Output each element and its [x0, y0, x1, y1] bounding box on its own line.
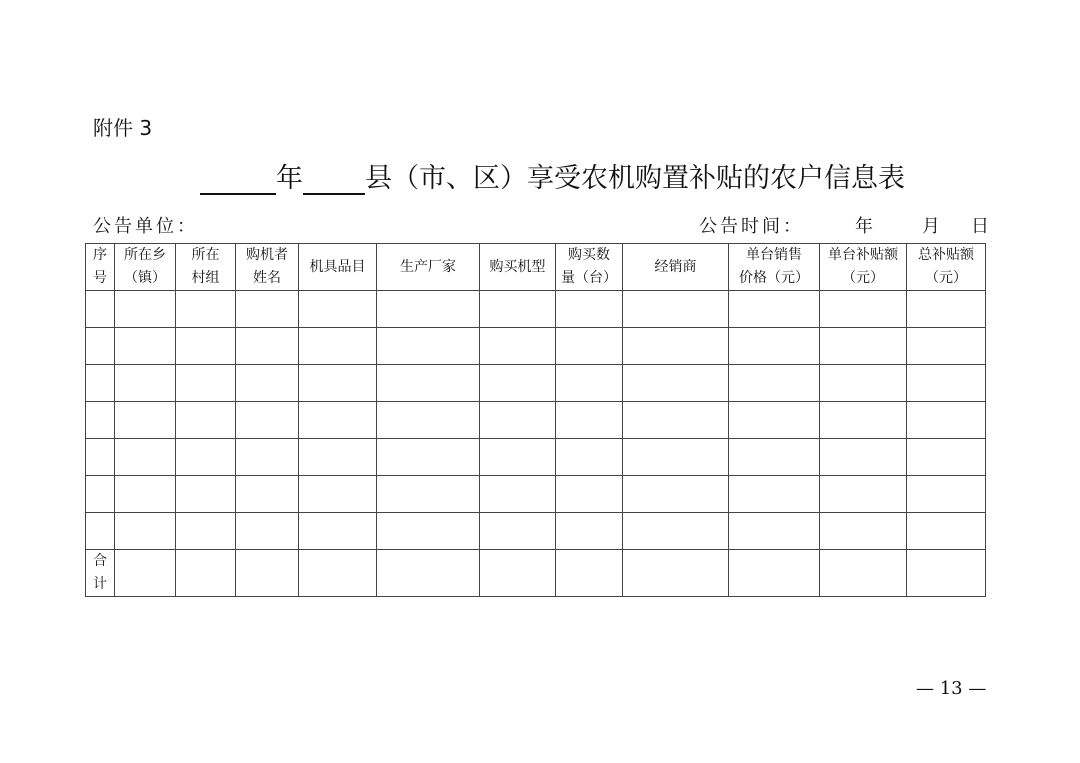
year-blank — [200, 163, 276, 195]
table-cell[interactable] — [299, 402, 377, 439]
total-row — [86, 550, 986, 597]
table-cell[interactable] — [556, 439, 623, 476]
table-cell[interactable] — [115, 513, 176, 550]
column-header-line: 购买机型 — [489, 258, 546, 275]
table-cell[interactable] — [176, 476, 236, 513]
table-cell[interactable] — [820, 439, 907, 476]
total-cell[interactable] — [480, 550, 556, 597]
table-row — [86, 439, 986, 476]
table-cell[interactable] — [820, 365, 907, 402]
table-cell[interactable] — [480, 291, 556, 328]
table-cell[interactable] — [556, 476, 623, 513]
form-title — [200, 156, 905, 195]
table-row — [86, 291, 986, 328]
table-cell[interactable] — [176, 439, 236, 476]
column-header-line: 购买数 — [568, 247, 610, 263]
column-header — [299, 244, 377, 291]
table-cell[interactable] — [115, 328, 176, 365]
table-cell[interactable] — [480, 328, 556, 365]
table-body — [86, 291, 986, 597]
table-cell[interactable] — [236, 476, 299, 513]
table-cell[interactable] — [176, 402, 236, 439]
column-header — [115, 244, 176, 291]
column-header — [86, 244, 115, 291]
table-cell[interactable] — [236, 513, 299, 550]
table-cell[interactable] — [907, 291, 986, 328]
table-cell[interactable] — [820, 402, 907, 439]
table-cell[interactable] — [115, 365, 176, 402]
column-header-line: 单台销售 — [746, 247, 802, 263]
table-cell[interactable] — [623, 291, 729, 328]
table-row — [86, 365, 986, 402]
table-cell[interactable] — [86, 513, 115, 550]
column-header — [623, 244, 729, 291]
table-cell[interactable] — [820, 328, 907, 365]
column-header-line: （镇） — [124, 270, 166, 286]
column-header-line: （元） — [842, 270, 884, 286]
county-blank — [303, 163, 365, 195]
column-header-line: 价格（元） — [739, 270, 809, 286]
table-cell[interactable] — [623, 402, 729, 439]
table-cell[interactable] — [176, 365, 236, 402]
column-header-line: 经销商 — [654, 258, 697, 275]
title-text: 县（市、区）享受农机购置补贴的农户信息表 — [365, 163, 905, 194]
table-cell[interactable] — [115, 291, 176, 328]
column-header-line: 姓名 — [253, 270, 281, 286]
table-cell[interactable] — [377, 402, 480, 439]
table-cell[interactable] — [556, 402, 623, 439]
table-cell[interactable] — [299, 328, 377, 365]
column-header — [907, 244, 986, 291]
table-row — [86, 476, 986, 513]
table-cell[interactable] — [907, 513, 986, 550]
table-cell[interactable] — [556, 513, 623, 550]
announce-time-label: 公告时间： — [699, 216, 804, 237]
column-header — [176, 244, 236, 291]
attachment-label: 附件 3 — [93, 116, 153, 140]
total-cell[interactable] — [556, 550, 623, 597]
total-cell[interactable] — [236, 550, 299, 597]
table-cell[interactable] — [176, 328, 236, 365]
column-header — [480, 244, 556, 291]
total-cell[interactable] — [623, 550, 729, 597]
column-header-line: 序 — [93, 247, 107, 263]
table-cell[interactable] — [299, 513, 377, 550]
column-header-line: 总补贴额 — [918, 247, 974, 263]
table-cell[interactable] — [907, 328, 986, 365]
table-cell[interactable] — [236, 291, 299, 328]
table-cell[interactable] — [377, 328, 480, 365]
table-cell[interactable] — [299, 439, 377, 476]
table-cell[interactable] — [907, 402, 986, 439]
table-cell[interactable] — [820, 513, 907, 550]
table-cell[interactable] — [480, 402, 556, 439]
table-cell[interactable] — [729, 365, 820, 402]
table-cell[interactable] — [729, 513, 820, 550]
table-cell[interactable] — [115, 439, 176, 476]
table-cell[interactable] — [86, 476, 115, 513]
column-header-line: 量（台） — [561, 270, 617, 286]
table-cell[interactable] — [623, 476, 729, 513]
table-row — [86, 402, 986, 439]
table-cell[interactable] — [377, 291, 480, 328]
column-header — [236, 244, 299, 291]
table-cell[interactable] — [86, 291, 115, 328]
table-cell[interactable] — [86, 328, 115, 365]
table-cell[interactable] — [115, 476, 176, 513]
total-label — [86, 550, 115, 597]
column-header-line: 单台补贴额 — [828, 247, 898, 263]
table-cell[interactable] — [907, 439, 986, 476]
table-cell[interactable] — [377, 439, 480, 476]
date-month-word: 月 — [922, 216, 940, 237]
total-cell[interactable] — [299, 550, 377, 597]
farmer-info-table — [85, 243, 986, 597]
column-header-line: 机具品目 — [309, 258, 366, 275]
table-cell[interactable] — [623, 439, 729, 476]
column-header — [729, 244, 820, 291]
column-header-line: （元） — [925, 270, 967, 286]
table-cell[interactable] — [907, 476, 986, 513]
table-cell[interactable] — [377, 476, 480, 513]
total-cell[interactable] — [820, 550, 907, 597]
table-cell[interactable] — [623, 328, 729, 365]
table-cell[interactable] — [86, 439, 115, 476]
date-year-word: 年 — [855, 216, 873, 237]
table-cell[interactable] — [729, 402, 820, 439]
table-cell[interactable] — [480, 365, 556, 402]
column-header — [377, 244, 480, 291]
table-cell[interactable] — [556, 365, 623, 402]
total-cell[interactable] — [377, 550, 480, 597]
total-cell[interactable] — [115, 550, 176, 597]
table-row — [86, 328, 986, 365]
table-cell[interactable] — [115, 402, 176, 439]
table-cell[interactable] — [236, 365, 299, 402]
column-header-line: 购机者 — [246, 247, 288, 263]
total-cell[interactable] — [729, 550, 820, 597]
table-cell[interactable] — [176, 291, 236, 328]
table-cell[interactable] — [299, 476, 377, 513]
table-cell[interactable] — [556, 291, 623, 328]
title-year-word: 年 — [276, 163, 303, 194]
table-cell[interactable] — [236, 328, 299, 365]
column-header-line: 生产厂家 — [400, 258, 456, 275]
column-header-line: 所在 — [191, 247, 220, 263]
table-cell[interactable] — [480, 513, 556, 550]
table-cell[interactable] — [377, 365, 480, 402]
total-label-line: 计 — [93, 576, 107, 592]
table-cell[interactable] — [820, 291, 907, 328]
table-cell[interactable] — [820, 476, 907, 513]
table-row — [86, 513, 986, 550]
announce-unit-label: 公告单位： — [93, 216, 198, 237]
table-cell[interactable] — [176, 513, 236, 550]
total-cell[interactable] — [907, 550, 986, 597]
table-cell[interactable] — [480, 439, 556, 476]
table-cell[interactable] — [907, 365, 986, 402]
table-cell[interactable] — [86, 365, 115, 402]
table-cell[interactable] — [623, 513, 729, 550]
table-cell[interactable] — [86, 402, 115, 439]
table-cell[interactable] — [377, 513, 480, 550]
table-cell[interactable] — [480, 476, 556, 513]
table-cell[interactable] — [299, 291, 377, 328]
total-cell[interactable] — [176, 550, 236, 597]
column-header-line: 所在乡 — [124, 247, 166, 263]
table-header-row — [86, 244, 986, 291]
table-cell[interactable] — [729, 291, 820, 328]
table-cell[interactable] — [729, 476, 820, 513]
page-number: — 13 — — [916, 678, 987, 699]
table-cell[interactable] — [623, 365, 729, 402]
table-cell[interactable] — [729, 439, 820, 476]
column-header — [556, 244, 623, 291]
date-day-word: 日 — [971, 216, 989, 237]
table-cell[interactable] — [236, 439, 299, 476]
column-header-line: 村组 — [191, 270, 220, 286]
column-header — [820, 244, 907, 291]
table-cell[interactable] — [729, 328, 820, 365]
table-cell[interactable] — [299, 365, 377, 402]
table-cell[interactable] — [236, 402, 299, 439]
column-header-line: 号 — [93, 270, 107, 286]
total-label-line: 合 — [93, 553, 107, 569]
table-cell[interactable] — [556, 328, 623, 365]
